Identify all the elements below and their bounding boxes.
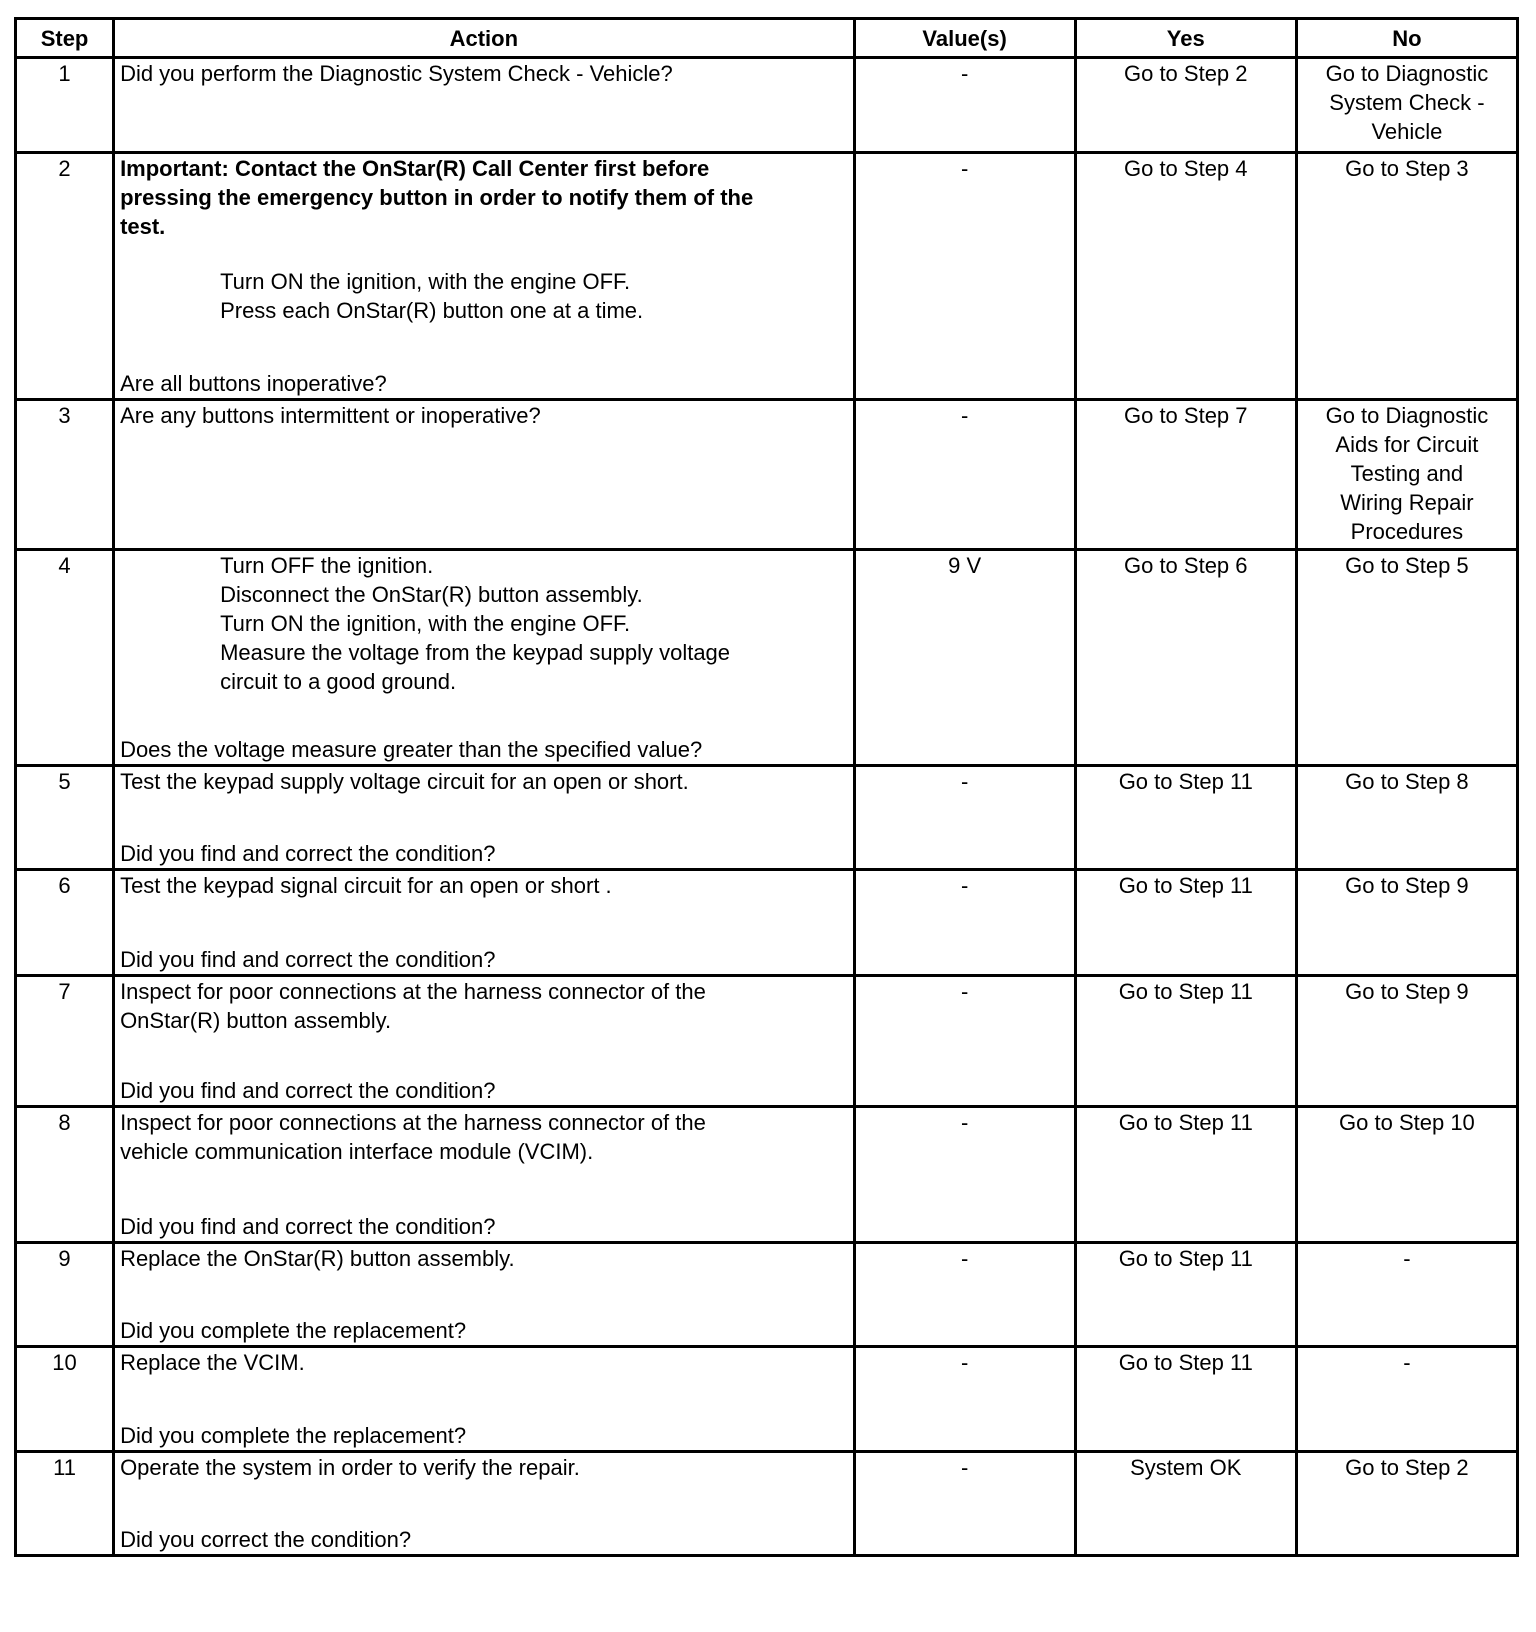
step-number: 6 — [16, 870, 114, 976]
action-text: Did you perform the Diagnostic System Check - Vehicle? — [120, 61, 673, 86]
no-text: Go to Diagnostic — [1325, 403, 1489, 428]
table-row — [16, 976, 1518, 1107]
instruction-item: Measure the voltage from the keypad supply voltage — [220, 640, 731, 665]
instruction-item: circuit to a good ground. — [220, 669, 457, 694]
table-row — [16, 1243, 1518, 1347]
step-number: 3 — [16, 400, 114, 550]
step-number: 10 — [16, 1347, 114, 1452]
action-question: Does the voltage measure greater than the specified value? — [120, 737, 703, 762]
action-cell — [114, 153, 854, 400]
action-cell — [114, 1107, 854, 1243]
action-cell — [114, 976, 854, 1107]
action-text: Inspect for poor connections at the harness connector of the — [120, 979, 706, 1004]
header-row — [16, 19, 1518, 58]
no-cell: - — [1296, 1243, 1517, 1347]
no-text: Go to Diagnostic — [1325, 61, 1489, 86]
no-cell: Go to Step 5 — [1296, 550, 1517, 766]
no-text: System Check - — [1329, 90, 1485, 115]
action-text: Replace the VCIM. — [120, 1350, 305, 1375]
instruction-item: Disconnect the OnStar(R) button assembly. — [220, 582, 643, 607]
no-cell — [1296, 58, 1517, 153]
yes-cell: Go to Step 11 — [1075, 1347, 1296, 1452]
no-text: Testing and — [1350, 461, 1464, 486]
action-text: Are any buttons intermittent or inoperative? — [120, 403, 541, 428]
no-text: Aids for Circuit — [1335, 432, 1479, 457]
value-cell: - — [854, 766, 1075, 870]
action-question: Did you complete the replacement? — [120, 1318, 467, 1343]
action-question: Did you correct the condition? — [120, 1527, 412, 1552]
no-cell: - — [1296, 1347, 1517, 1452]
table-row — [16, 400, 1518, 550]
action-cell — [114, 550, 854, 766]
action-question: Did you find and correct the condition? — [120, 1078, 496, 1103]
action-text: Test the keypad supply voltage circuit for an open or short. — [120, 769, 689, 794]
action-cell — [114, 400, 854, 550]
no-text: Procedures — [1350, 519, 1464, 544]
value-cell: - — [854, 58, 1075, 153]
action-question: Are all buttons inoperative? — [120, 371, 387, 396]
action-text: Replace the OnStar(R) button assembly. — [120, 1246, 515, 1271]
instruction-item: Turn OFF the ignition. — [220, 553, 434, 578]
action-question: Did you find and correct the condition? — [120, 947, 496, 972]
instruction-item: Press each OnStar(R) button one at a time. — [220, 298, 644, 323]
yes-cell: Go to Step 7 — [1075, 400, 1296, 550]
value-cell: - — [854, 1107, 1075, 1243]
step-number: 7 — [16, 976, 114, 1107]
action-text: Operate the system in order to verify the repair. — [120, 1455, 580, 1480]
no-cell: Go to Step 10 — [1296, 1107, 1517, 1243]
action-text: Inspect for poor connections at the harness connector of the — [120, 1110, 706, 1135]
yes-cell: Go to Step 11 — [1075, 1243, 1296, 1347]
value-cell: - — [854, 1452, 1075, 1556]
header-yes: Yes — [1075, 19, 1296, 58]
yes-cell: Go to Step 11 — [1075, 766, 1296, 870]
table-row — [16, 58, 1518, 153]
yes-cell: Go to Step 2 — [1075, 58, 1296, 153]
table-row — [16, 550, 1518, 766]
table-row — [16, 870, 1518, 976]
table-row — [16, 1452, 1518, 1556]
instruction-item: Turn ON the ignition, with the engine OFF. — [220, 269, 631, 294]
table-row — [16, 766, 1518, 870]
action-text: Test the keypad signal circuit for an open or short . — [120, 873, 612, 898]
step-number: 8 — [16, 1107, 114, 1243]
action-question: Did you find and correct the condition? — [120, 1214, 496, 1239]
no-text: Wiring Repair — [1340, 490, 1474, 515]
header-values: Value(s) — [854, 19, 1075, 58]
table-row — [16, 1107, 1518, 1243]
value-cell: - — [854, 870, 1075, 976]
no-cell: Go to Step 2 — [1296, 1452, 1517, 1556]
action-question: Did you find and correct the condition? — [120, 841, 496, 866]
instruction-item: Turn ON the ignition, with the engine OFF. — [220, 611, 631, 636]
diagnostic-table — [14, 17, 1519, 1557]
step-number: 11 — [16, 1452, 114, 1556]
value-cell: - — [854, 153, 1075, 400]
action-cell — [114, 766, 854, 870]
action-question: Did you complete the replacement? — [120, 1423, 467, 1448]
step-number: 1 — [16, 58, 114, 153]
no-cell: Go to Step 9 — [1296, 976, 1517, 1107]
value-cell: 9 V — [854, 550, 1075, 766]
no-cell — [1296, 400, 1517, 550]
action-cell — [114, 58, 854, 153]
action-text: OnStar(R) button assembly. — [120, 1008, 392, 1033]
step-number: 5 — [16, 766, 114, 870]
header-no: No — [1296, 19, 1517, 58]
value-cell: - — [854, 400, 1075, 550]
important-note: pressing the emergency button in order to notify them of the — [120, 185, 754, 210]
header-action: Action — [114, 19, 854, 58]
action-text: vehicle communication interface module (VCIM). — [120, 1139, 594, 1164]
yes-cell: Go to Step 4 — [1075, 153, 1296, 400]
action-cell — [114, 1243, 854, 1347]
step-number: 9 — [16, 1243, 114, 1347]
table-row — [16, 1347, 1518, 1452]
value-cell: - — [854, 1347, 1075, 1452]
no-cell: Go to Step 8 — [1296, 766, 1517, 870]
yes-cell: Go to Step 11 — [1075, 976, 1296, 1107]
step-number: 2 — [16, 153, 114, 400]
yes-cell: Go to Step 11 — [1075, 1107, 1296, 1243]
table-row — [16, 153, 1518, 400]
value-cell: - — [854, 1243, 1075, 1347]
important-note: Important: Contact the OnStar(R) Call Center first before — [120, 156, 710, 181]
yes-cell: Go to Step 6 — [1075, 550, 1296, 766]
action-cell — [114, 1347, 854, 1452]
important-note: test. — [120, 214, 166, 239]
no-cell: Go to Step 3 — [1296, 153, 1517, 400]
action-cell — [114, 870, 854, 976]
step-number: 4 — [16, 550, 114, 766]
no-text: Vehicle — [1371, 119, 1443, 144]
no-cell: Go to Step 9 — [1296, 870, 1517, 976]
value-cell: - — [854, 976, 1075, 1107]
action-cell — [114, 1452, 854, 1556]
yes-cell: Go to Step 11 — [1075, 870, 1296, 976]
yes-cell: System OK — [1075, 1452, 1296, 1556]
header-step: Step — [16, 19, 114, 58]
